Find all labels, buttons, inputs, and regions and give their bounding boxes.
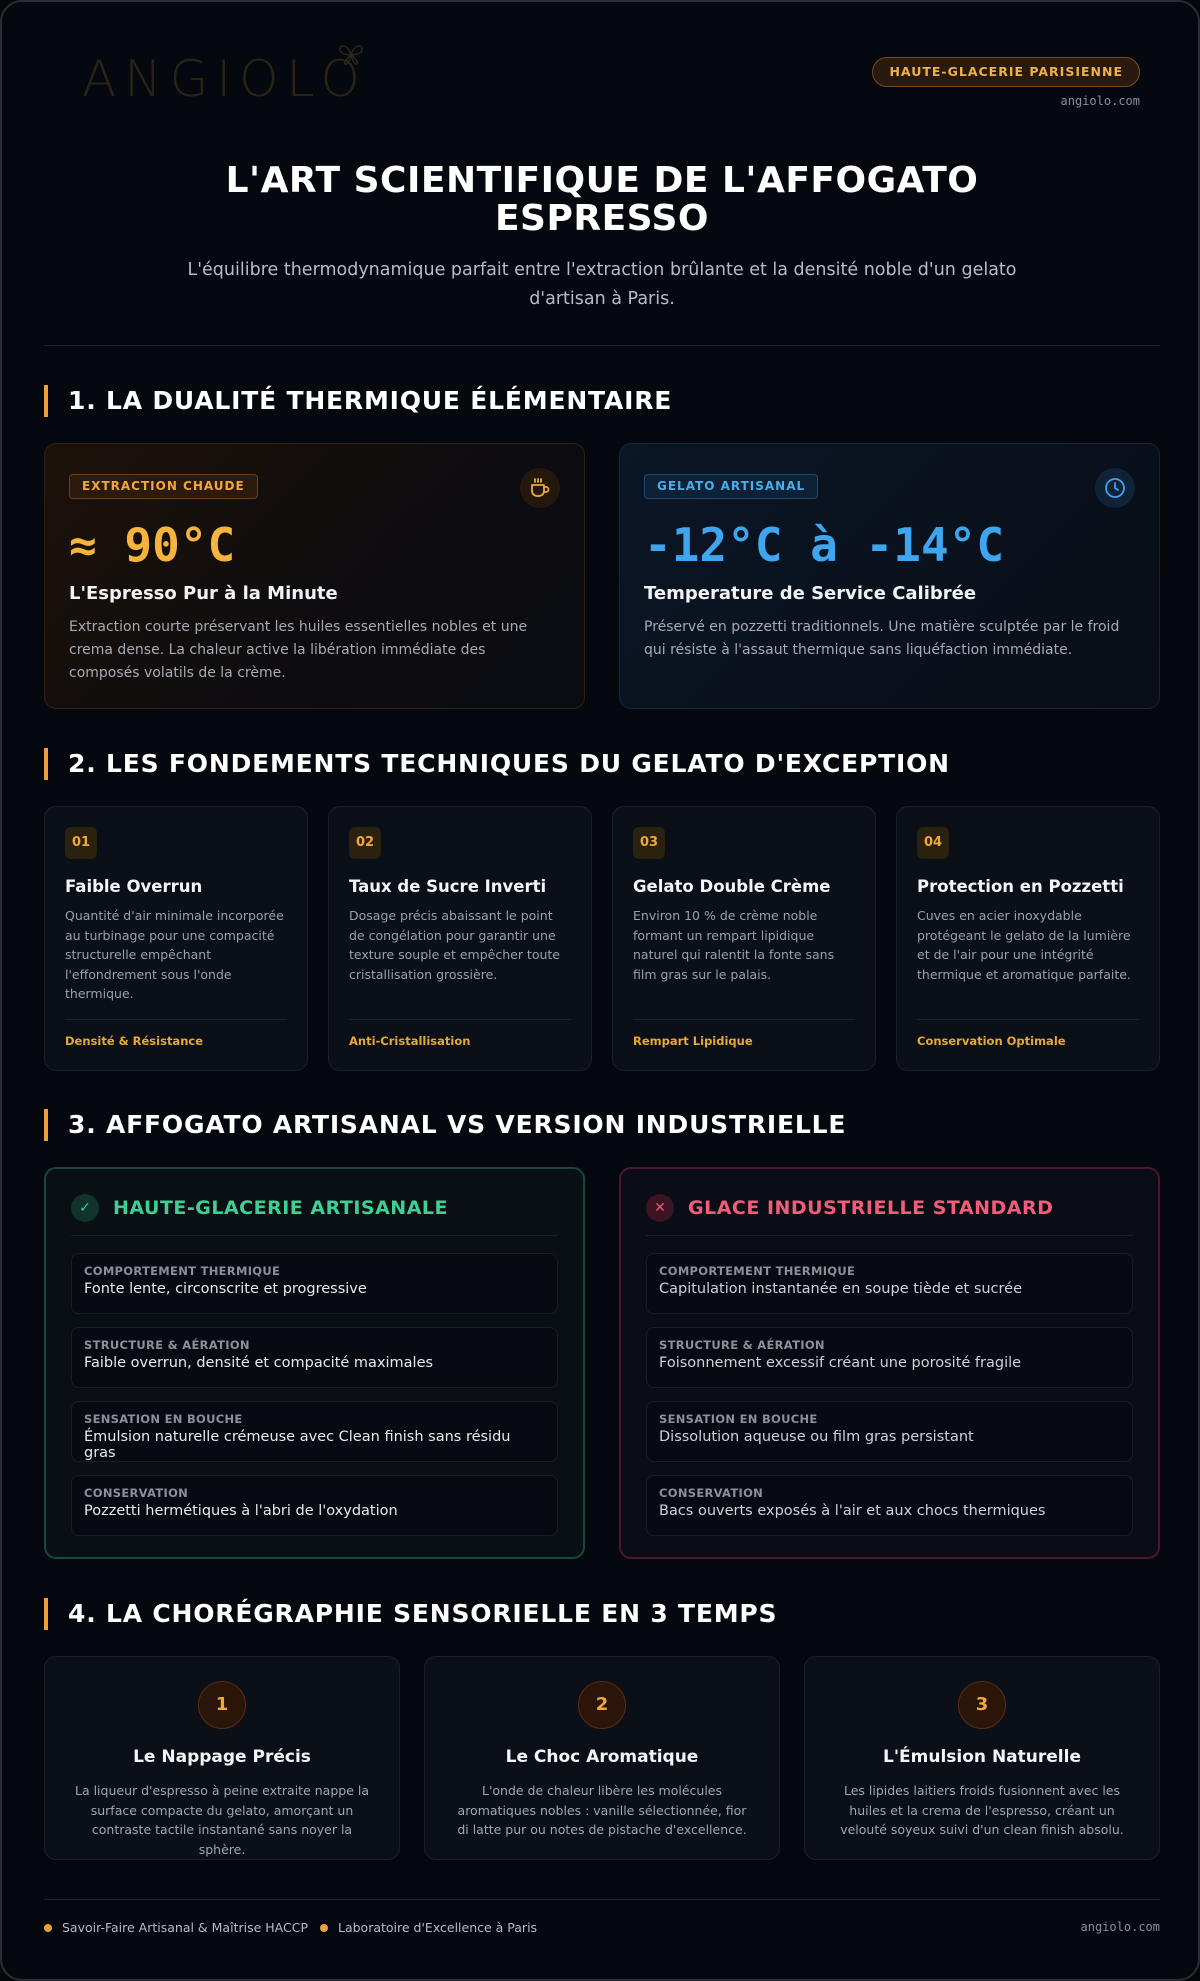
footer-divider	[44, 1899, 1160, 1900]
footer-item-label: Laboratoire d'Excellence à Paris	[338, 1920, 538, 1935]
tech-card-title: Faible Overrun	[65, 877, 203, 896]
tech-card	[328, 806, 592, 1071]
footer	[44, 1920, 1160, 1944]
step-description: L'onde de chaleur libère les molécules aromatiques nobles : vanille sélectionnée, fior di latte pur ou notes de pistache d'excellence.	[457, 1783, 747, 1837]
section-title-thermal: 1. LA DUALITÉ THERMIQUE ÉLÉMENTAIRE	[44, 385, 672, 417]
footer-item	[320, 1920, 537, 1935]
check-icon: ✓	[71, 1194, 99, 1222]
industrial-comparison-panel	[619, 1167, 1160, 1559]
cold-temperature: -12°C à -14°C	[644, 518, 1005, 572]
comparison-row	[71, 1475, 558, 1536]
tech-card-footer: Densité & Résistance	[65, 1019, 287, 1048]
artisanal-comparison-panel	[44, 1167, 585, 1559]
row-value: Capitulation instantanée en soupe tiède et sucrée	[659, 1281, 1023, 1297]
tech-card-description: Environ 10 % de crème noble formant un rempart lipidique naturel qui ralentit la fonte sans film gras sur le palais.	[633, 908, 835, 982]
coffee-cup-icon	[520, 468, 560, 508]
panel-divider	[646, 1235, 1133, 1236]
section-title-sensory: 4. LA CHORÉGRAPHIE SENSORIELLE EN 3 TEMPS	[44, 1598, 777, 1630]
step-description: La liqueur d'espresso à peine extraite nappe la surface compacte du gelato, amorçant un contraste tactile instantané sans noyer la sphère.	[74, 1783, 369, 1857]
row-label: COMPORTEMENT THERMIQUE	[84, 1264, 281, 1278]
row-value: Pozzetti hermétiques à l'abri de l'oxydation	[84, 1503, 398, 1519]
bullet-dot-icon	[320, 1924, 328, 1932]
comparison-row	[71, 1401, 558, 1462]
artisanal-title: HAUTE-GLACERIE ARTISANALE	[113, 1197, 448, 1219]
clock-icon	[1095, 468, 1135, 508]
row-value: Fonte lente, circonscrite et progressive	[84, 1281, 367, 1297]
number-badge: 02	[349, 827, 381, 859]
industrial-title: GLACE INDUSTRIELLE STANDARD	[688, 1197, 1054, 1219]
page-title: L'ART SCIENTIFIQUE DE L'AFFOGATO ESPRESSO	[225, 160, 979, 239]
tech-card	[612, 806, 876, 1071]
comparison-row	[646, 1401, 1133, 1462]
step-title: Le Nappage Précis	[133, 1747, 311, 1767]
step-card	[804, 1656, 1160, 1860]
step-card	[424, 1656, 780, 1860]
hot-description: Extraction courte préservant les huiles essentielles nobles et une crema dense. La chaleur active la libération immédiate des composés volatils de la crème.	[69, 619, 528, 681]
row-label: COMPORTEMENT THERMIQUE	[659, 1264, 856, 1278]
row-label: STRUCTURE & AÉRATION	[659, 1338, 825, 1352]
row-label: CONSERVATION	[659, 1486, 764, 1500]
tech-card-title: Taux de Sucre Inverti	[349, 877, 547, 896]
tech-card-footer: Anti-Cristallisation	[349, 1019, 571, 1048]
site-url[interactable]: angiolo.com	[1060, 94, 1140, 108]
hot-tag: EXTRACTION CHAUDE	[69, 474, 258, 499]
hot-heading: L'Espresso Pur à la Minute	[69, 583, 338, 604]
comparison-row	[71, 1253, 558, 1314]
number-badge: 01	[65, 827, 97, 859]
step-card	[44, 1656, 400, 1860]
cross-icon: ✕	[646, 1194, 674, 1222]
step-number: 3	[958, 1681, 1006, 1729]
logo-text: ANGIOLO	[82, 50, 368, 108]
row-label: STRUCTURE & AÉRATION	[84, 1338, 250, 1352]
header-divider	[44, 345, 1160, 346]
row-value: Émulsion naturelle crémeuse avec Clean finish sans résidu gras	[84, 1429, 511, 1461]
hot-temperature: ≈ 90°C	[69, 518, 236, 572]
tech-card-footer: Conservation Optimale	[917, 1019, 1139, 1048]
tech-card-description: Quantité d'air minimale incorporée au turbinage pour une compacité structurelle empêchant l'effondrement sous l'onde thermique.	[65, 908, 284, 1001]
tech-card-footer: Rempart Lipidique	[633, 1019, 855, 1048]
comparison-row	[646, 1475, 1133, 1536]
comparison-row	[646, 1253, 1133, 1314]
row-label: SENSATION EN BOUCHE	[659, 1412, 818, 1426]
cold-heading: Temperature de Service Calibrée	[644, 583, 977, 604]
tech-card	[44, 806, 308, 1071]
step-number: 1	[198, 1681, 246, 1729]
butterfly-icon	[337, 42, 365, 66]
tech-card-title: Gelato Double Crème	[633, 877, 831, 896]
comparison-row	[71, 1327, 558, 1388]
page-subtitle: L'équilibre thermodynamique parfait entre l'extraction brûlante et la densité noble d'un gelato d'artisan à Paris.	[187, 260, 1017, 309]
tech-card	[896, 806, 1160, 1071]
cold-tag: GELATO ARTISANAL	[644, 474, 818, 499]
section-title-technical: 2. LES FONDEMENTS TECHNIQUES DU GELATO D'EXCEPTION	[44, 748, 950, 780]
footer-item	[44, 1920, 308, 1935]
bullet-dot-icon	[44, 1924, 52, 1932]
step-description: Les lipides laitiers froids fusionnent avec les huiles et la crema de l'espresso, créant un velouté soyeux suivi d'un clean finish absolu.	[840, 1783, 1124, 1837]
footer-item-label: Savoir-Faire Artisanal & Maîtrise HACCP	[62, 1920, 308, 1935]
row-label: SENSATION EN BOUCHE	[84, 1412, 243, 1426]
cold-gelato-card	[619, 443, 1160, 709]
step-title: Le Choc Aromatique	[505, 1747, 699, 1767]
row-value: Faible overrun, densité et compacité maximales	[84, 1355, 434, 1371]
tech-card-description: Dosage précis abaissant le point de congélation pour garantir une texture souple et empêcher toute cristallisation grossière.	[349, 908, 560, 982]
panel-divider	[71, 1235, 558, 1236]
step-title: L'Émulsion Naturelle	[883, 1747, 1081, 1767]
hot-extraction-card	[44, 443, 585, 709]
row-value: Dissolution aqueuse ou film gras persistant	[659, 1429, 974, 1445]
comparison-row	[646, 1327, 1133, 1388]
number-badge: 03	[633, 827, 665, 859]
row-label: CONSERVATION	[84, 1486, 189, 1500]
row-value: Foisonnement excessif créant une porosité fragile	[659, 1355, 1022, 1371]
section-title-comparison: 3. AFFOGATO ARTISANAL VS VERSION INDUSTRIELLE	[44, 1109, 846, 1141]
row-value: Bacs ouverts exposés à l'air et aux chocs thermiques	[659, 1503, 1046, 1519]
step-number: 2	[578, 1681, 626, 1729]
cold-description: Préservé en pozzetti traditionnels. Une matière sculptée par le froid qui résiste à l'assaut thermique sans liquéfaction immédiate.	[644, 619, 1120, 658]
tech-card-title: Protection en Pozzetti	[917, 877, 1124, 896]
brand-logo[interactable]	[82, 50, 368, 108]
number-badge: 04	[917, 827, 949, 859]
footer-site-url[interactable]: angiolo.com	[1080, 1920, 1160, 1934]
brand-badge: HAUTE-GLACERIE PARISIENNE	[872, 57, 1140, 87]
tech-card-description: Cuves en acier inoxydable protégeant le gelato de la lumière et de l'air pour une intégrité thermique et aromatique parfaite.	[917, 908, 1131, 982]
